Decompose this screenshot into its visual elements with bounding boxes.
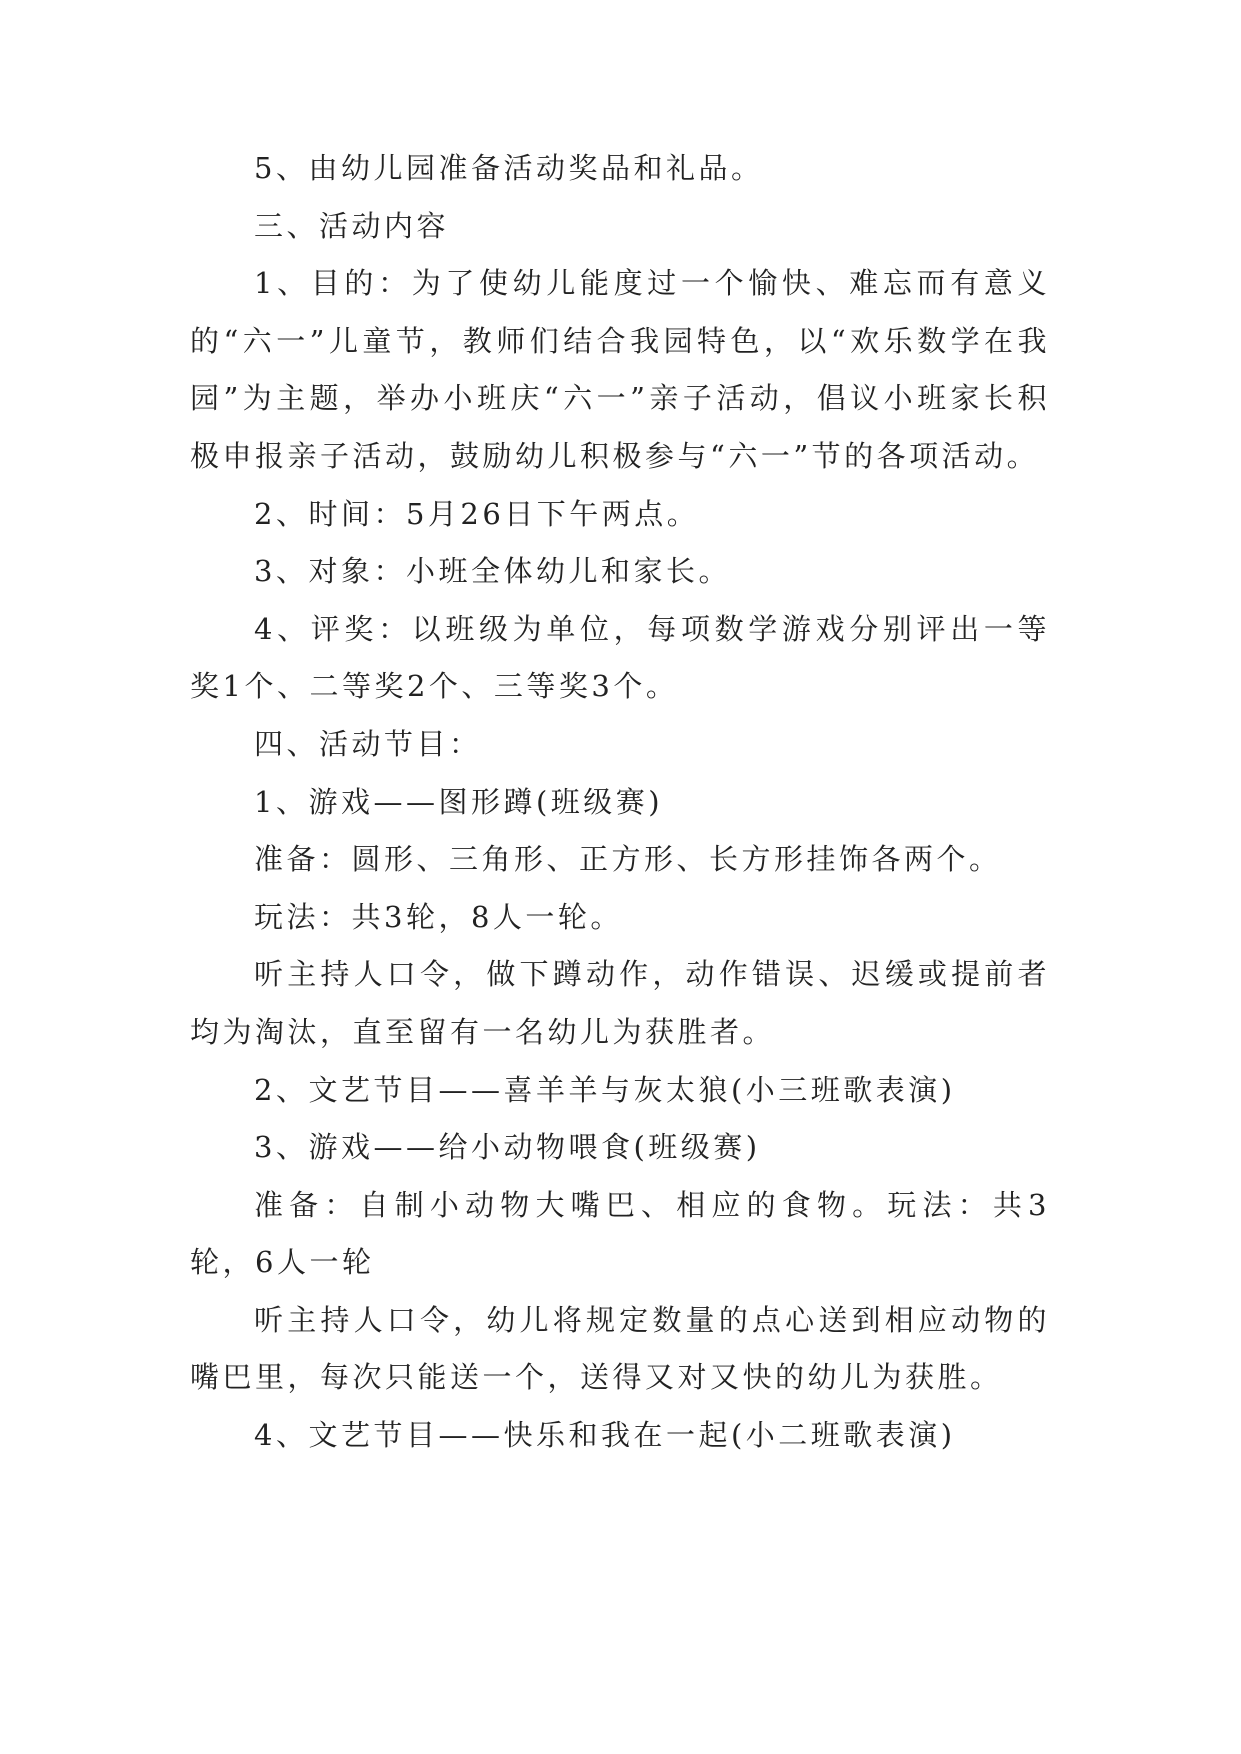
paragraph-time: 2、时间：5月26日下午两点。 xyxy=(254,496,700,531)
paragraph-game-1-prep: 准备：圆形、三角形、正方形、长方形挂饰各两个。 xyxy=(254,842,1002,877)
paragraph-prizes: 5、由幼儿园准备活动奖品和礼品。 xyxy=(254,151,764,185)
paragraph-show-2: 2、文艺节目——喜羊羊与灰太狼(小三班歌表演) xyxy=(254,1072,956,1107)
paragraph-game-3: 3、游戏——给小动物喂食(班级赛) xyxy=(254,1130,761,1165)
paragraph-game-3-play: 听主持人口令，幼儿将规定数量的点心送到相应动物的嘴巴里，每次只能送一个，送得又对又快的幼儿为获胜。 xyxy=(190,1302,1050,1395)
paragraph-awards: 4、评奖：以班级为单位，每项数学游戏分别评出一等奖1个、二等奖2个、三等奖3个。 xyxy=(190,611,1050,704)
heading-program: 四、活动节目： xyxy=(254,726,482,761)
paragraph-show-4: 4、文艺节目——快乐和我在一起(小二班歌表演) xyxy=(254,1418,956,1453)
paragraph-game-1-play: 听主持人口令，做下蹲动作，动作错误、迟缓或提前者均为淘汰，直至留有一名幼儿为获胜者。 xyxy=(190,957,1050,1049)
document-page xyxy=(190,140,1050,1465)
paragraph-purpose: 1、目的：为了使幼儿能度过一个愉快、难忘而有意义的“六一”儿童节，教师们结合我园特色，以“欢乐数学在我园”为主题，举办小班庆“六一”亲子活动，倡议小班家长积极申报亲子活动，鼓励幼儿积极参与“六一”节的各项活动。 xyxy=(190,266,1050,473)
paragraph-game-3-prep: 准备：自制小动物大嘴巴、相应的食物。玩法：共3轮，6人一轮 xyxy=(190,1187,1050,1280)
paragraph-game-1-rules: 玩法：共3轮，8人一轮。 xyxy=(254,899,623,934)
heading-activity-content: 三、活动内容 xyxy=(254,208,450,243)
paragraph-game-1: 1、游戏——图形蹲(班级赛) xyxy=(254,784,664,819)
paragraph-participants: 3、对象：小班全体幼儿和家长。 xyxy=(254,554,731,589)
